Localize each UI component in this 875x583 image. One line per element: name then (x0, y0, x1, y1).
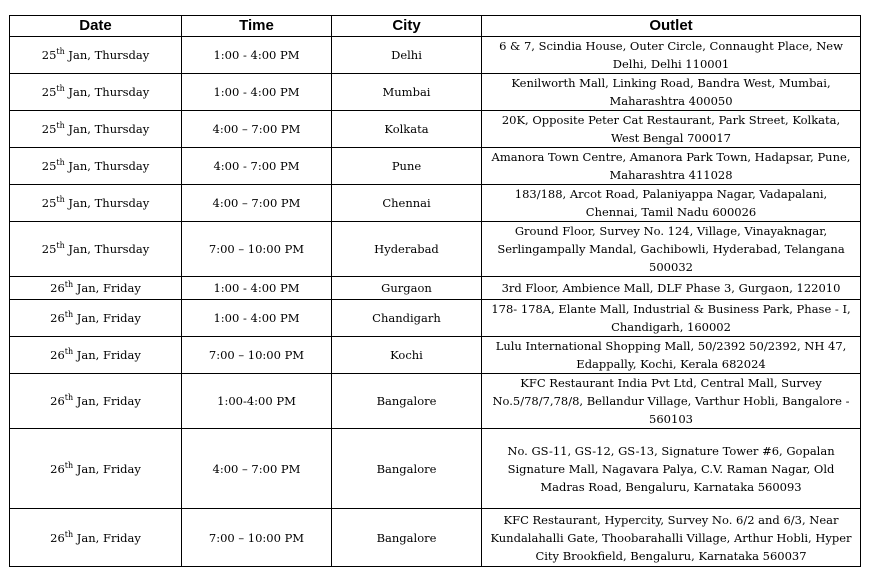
header-outlet: Outlet (482, 16, 861, 37)
header-row (10, 16, 861, 37)
table-row (10, 337, 861, 374)
schedule-table (9, 15, 861, 567)
city-cell: Bangalore (332, 429, 482, 509)
date-suffix: th (56, 195, 65, 205)
outlet-cell: Kenilworth Mall, Linking Road, Bandra West, Mumbai, Maharashtra 400050 (482, 74, 861, 111)
time-cell: 4:00 – 7:00 PM (182, 185, 332, 222)
table-row (10, 37, 861, 74)
date-rest: Jan, Thursday (64, 85, 150, 99)
date-cell (10, 37, 182, 74)
outlet-cell: KFC Restaurant, Hypercity, Survey No. 6/2 and 6/3, Near Kundalahalli Gate, Thoobarahalli Village, Arthur Hobli, Hyper City Brookfield, Bengaluru, Karnataka 560037 (482, 509, 861, 567)
date-rest: Jan, Friday (73, 311, 141, 325)
date-suffix: th (64, 310, 74, 320)
date-cell (10, 185, 182, 222)
time-cell: 1:00-4:00 PM (182, 374, 332, 429)
date-day: 26 (50, 394, 65, 408)
city-cell: Bangalore (332, 374, 482, 429)
table-row (10, 300, 861, 337)
table-row (10, 74, 861, 111)
date-suffix: th (64, 393, 74, 403)
date-day: 26 (50, 348, 65, 362)
city-cell: Pune (332, 148, 482, 185)
date-suffix: th (64, 529, 74, 539)
date-cell (10, 111, 182, 148)
date-suffix: th (56, 121, 65, 131)
outlet-cell: 3rd Floor, Ambience Mall, DLF Phase 3, Gurgaon, 122010 (482, 277, 861, 300)
date-rest: Jan, Friday (73, 348, 141, 362)
outlet-cell: Lulu International Shopping Mall, 50/2392 50/2392, NH 47, Edappally, Kochi, Kerala 682024 (482, 337, 861, 374)
date-day: 26 (50, 311, 65, 325)
date-cell (10, 222, 182, 277)
city-cell: Chandigarh (332, 300, 482, 337)
date-cell (10, 300, 182, 337)
table-row (10, 222, 861, 277)
date-suffix: th (56, 158, 65, 168)
table-row (10, 185, 861, 222)
time-cell: 1:00 - 4:00 PM (182, 37, 332, 74)
date-rest: Jan, Thursday (64, 196, 150, 210)
table-row (10, 277, 861, 300)
header-city: City (332, 16, 482, 37)
date-day: 26 (50, 530, 65, 545)
city-cell: Mumbai (332, 74, 482, 111)
date-rest: Jan, Friday (73, 461, 141, 476)
city-cell: Delhi (332, 37, 482, 74)
time-cell: 4:00 – 7:00 PM (182, 111, 332, 148)
table-row (10, 148, 861, 185)
date-suffix: th (56, 241, 65, 251)
date-rest: Jan, Thursday (64, 48, 150, 62)
outlet-cell: No. GS-11, GS-12, GS-13, Signature Tower #6, Gopalan Signature Mall, Nagavara Palya, C.V. Raman Nagar, Old Madras Road, Bengaluru, Karnataka 560093 (482, 429, 861, 509)
outlet-cell: 183/188, Arcot Road, Palaniyappa Nagar, Vadapalani, Chennai, Tamil Nadu 600026 (482, 185, 861, 222)
city-cell: Gurgaon (332, 277, 482, 300)
outlet-cell: KFC Restaurant India Pvt Ltd, Central Mall, Survey No.5/78/7,78/8, Bellandur Village, Varthur Hobli, Bangalore - 560103 (482, 374, 861, 429)
city-cell: Hyderabad (332, 222, 482, 277)
outlet-cell: Amanora Town Centre, Amanora Park Town, Hadapsar, Pune, Maharashtra 411028 (482, 148, 861, 185)
outlet-cell: 6 & 7, Scindia House, Outer Circle, Connaught Place, New Delhi, Delhi 110001 (482, 37, 861, 74)
date-rest: Jan, Thursday (64, 242, 150, 256)
time-cell: 4:00 - 7:00 PM (182, 148, 332, 185)
time-cell: 4:00 – 7:00 PM (182, 429, 332, 509)
date-suffix: th (64, 280, 74, 290)
outlet-cell: 178- 178A, Elante Mall, Industrial & Business Park, Phase - I, Chandigarh, 160002 (482, 300, 861, 337)
city-cell: Kochi (332, 337, 482, 374)
header-date: Date (10, 16, 182, 37)
table-row (10, 509, 861, 567)
date-cell (10, 277, 182, 300)
date-cell (10, 337, 182, 374)
date-suffix: th (56, 47, 65, 57)
date-rest: Jan, Friday (73, 394, 141, 408)
date-day: 25 (41, 159, 57, 173)
date-suffix: th (56, 84, 65, 94)
date-cell (10, 509, 182, 567)
date-day: 26 (50, 281, 65, 295)
date-rest: Jan, Thursday (64, 122, 150, 136)
date-day: 25 (41, 122, 57, 136)
date-suffix: th (64, 347, 74, 357)
table-body (10, 37, 861, 567)
date-day: 25 (41, 242, 57, 256)
date-suffix: th (64, 460, 74, 470)
date-day: 25 (41, 48, 57, 62)
date-cell (10, 429, 182, 509)
date-rest: Jan, Thursday (64, 159, 150, 173)
time-cell: 1:00 - 4:00 PM (182, 300, 332, 337)
date-rest: Jan, Friday (73, 281, 141, 295)
time-cell: 1:00 - 4:00 PM (182, 74, 332, 111)
header-time: Time (182, 16, 332, 37)
outlet-cell: Ground Floor, Survey No. 124, Village, Vinayaknagar, Serlingampally Mandal, Gachibowli, Hyderabad, Telangana 500032 (482, 222, 861, 277)
date-cell (10, 374, 182, 429)
date-cell (10, 74, 182, 111)
table-row (10, 374, 861, 429)
table-row (10, 111, 861, 148)
date-day: 25 (41, 196, 57, 210)
table-row (10, 429, 861, 509)
date-day: 25 (41, 85, 57, 99)
city-cell: Bangalore (332, 509, 482, 567)
city-cell: Chennai (332, 185, 482, 222)
date-rest: Jan, Friday (73, 530, 141, 545)
date-day: 26 (50, 461, 65, 476)
city-cell: Kolkata (332, 111, 482, 148)
time-cell: 7:00 – 10:00 PM (182, 222, 332, 277)
time-cell: 7:00 – 10:00 PM (182, 509, 332, 567)
outlet-cell: 20K, Opposite Peter Cat Restaurant, Park Street, Kolkata, West Bengal 700017 (482, 111, 861, 148)
time-cell: 1:00 - 4:00 PM (182, 277, 332, 300)
date-cell (10, 148, 182, 185)
time-cell: 7:00 – 10:00 PM (182, 337, 332, 374)
